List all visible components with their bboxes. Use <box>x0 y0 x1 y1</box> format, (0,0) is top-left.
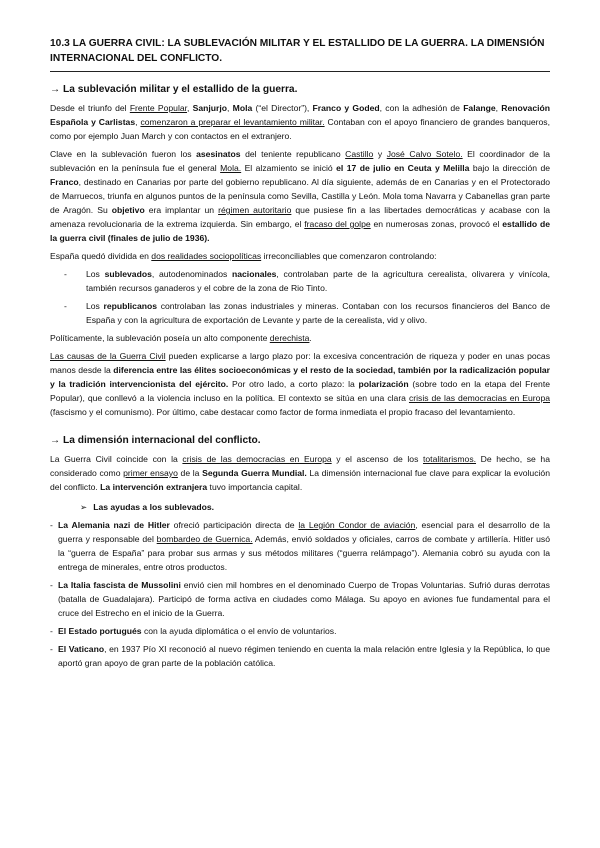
bold-run: El Vaticano <box>58 644 105 654</box>
bold-run: La Alemania nazi de Hitler <box>58 520 170 530</box>
text-run: , esencial para el desarrollo de la guerra y responsable del <box>58 520 550 544</box>
bold-run: nacionales <box>232 269 277 279</box>
text-run: La Guerra Civil coincide con la <box>50 454 183 464</box>
bold-run: Segunda Guerra Mundial. <box>202 468 307 478</box>
underlined-run: crisis de las democracias en Europa <box>182 454 332 464</box>
dash-bullet-icon: - <box>50 520 53 530</box>
dash-bullet-icon: - <box>50 626 53 636</box>
text-run: Contaban con el apoyo financiero de grandes banqueros, como por ejemplo Juan March y con contactos en el extranjero. <box>50 117 550 141</box>
list-item <box>50 299 550 327</box>
bold-run: El Estado portugués <box>58 626 142 636</box>
bold-run: diferencia entre las élites socioeconómicas y el resto de la sociedad, también por la radicalización popular y la tradición intervencionista del ejército. <box>50 365 551 389</box>
text-run: en numerosas zonas, provocó el <box>370 219 503 229</box>
text-run: (“el Director”), <box>252 103 313 113</box>
underlined-run: José Calvo Sotelo. <box>386 149 463 159</box>
text-run: y el ascenso de los <box>331 454 424 464</box>
section-heading-text: La sublevación militar y el estallido de la guerra. <box>63 84 298 95</box>
text-run: El coordinador de la sublevación en la península fue el general <box>50 149 550 173</box>
text-run: pueden explicarse a largo plazo por: la excesiva concentración de riqueza y poder en unas pocas manos desde la <box>50 351 550 375</box>
text-run: con la ayuda diplomática o el envío de voluntarios. <box>141 626 337 636</box>
text-run: , <box>135 117 141 127</box>
bold-run: polarización <box>358 379 409 389</box>
text-run: . <box>309 333 312 343</box>
text-run: De hecho, se ha considerado como <box>50 454 550 478</box>
underlined-run: la Legión Condor de aviación <box>298 520 416 530</box>
underlined-run: Frente Popular <box>129 103 188 113</box>
text-run: Políticamente, la sublevación poseía un alto componente <box>50 333 270 343</box>
arrow-right-icon: → <box>50 84 61 95</box>
underlined-run: totalitarismos. <box>423 454 477 464</box>
text-run: Clave en la sublevación fueron los <box>50 149 197 159</box>
paragraph-sublevacion <box>50 147 550 245</box>
bold-run: estallido de la guerra civil (finales de julio de 1936). <box>50 219 551 243</box>
paragraph-preparacion <box>50 101 550 143</box>
bold-run: sublevados <box>104 269 152 279</box>
text-run: El alzamiento se inició <box>241 163 337 173</box>
text-run: , con la adhesión de <box>379 103 464 113</box>
arrow-right-icon: → <box>50 435 61 446</box>
text-run: Por otro lado, a corto plazo: la <box>228 379 359 389</box>
arrowhead-bullet-icon: ➢ <box>80 502 88 512</box>
list-item <box>50 642 550 670</box>
text-run: , destinado en Canarias por parte del gobierno republicano. Al día siguiente, además de en Canarias y en el Protectorado de Marruecos, triunfa en algunos puntos de la península como Sevilla, Castilla y León. Mola toma Navarra y Cabanellas gran parte de Aragón. Su <box>50 177 550 215</box>
underlined-run: Las causas de la Guerra Civil <box>50 351 166 361</box>
paragraph-politica <box>50 331 550 345</box>
underlined-run: crisis de las democracias en Europa <box>408 393 550 403</box>
underlined-run: fracaso del golpe <box>304 219 371 229</box>
text-run: , <box>227 103 233 113</box>
text-run: , controlaban parte de la agricultura cerealista, olivarera y vinícola, también recursos ganaderos y el cobre de la zona de Rio Tinto. <box>86 269 550 293</box>
bandos-list <box>50 267 550 327</box>
bold-run: Sanjurjo <box>192 103 228 113</box>
text-run: La dimensión internacional fue clave para explicar la evolución del conflicto. <box>50 468 550 492</box>
paragraph-contexto-internacional <box>50 452 550 494</box>
text-run: , en 1937 Pío XI reconoció al nuevo régimen teniendo en cuenta la mala relación entre Iglesia y la República, lo que aportó gran apoyo de gran parte de la población católica. <box>58 644 550 668</box>
paragraph-causas <box>50 349 550 419</box>
section-heading-internacional <box>50 433 550 448</box>
underlined-run: Mola. <box>220 163 242 173</box>
text-run: del teniente republicano <box>240 149 346 159</box>
bold-run: La Italia fascista de Mussolini <box>58 580 181 590</box>
bold-run: asesinatos <box>196 149 241 159</box>
ayudas-list <box>50 518 550 670</box>
underlined-run: derechista <box>269 333 310 343</box>
list-item <box>50 624 550 638</box>
document-page <box>50 36 550 674</box>
underlined-run: primer ensayo <box>123 468 178 478</box>
text-run: , autodenominados <box>151 269 232 279</box>
bold-run: el 17 de julio en Ceuta y Melilla <box>336 163 470 173</box>
dash-bullet-icon: - <box>64 269 67 279</box>
dash-bullet-icon: - <box>64 301 67 311</box>
text-run: ofreció participación directa de <box>169 520 299 530</box>
bold-run: Mola <box>232 103 253 113</box>
text-run: irreconciliables que comenzaron controlando: <box>261 251 437 261</box>
text-run: Además, envió soldados y oficiales, carros de combate y artillería. Hitler usó la “guerra de España” para probar sus armas y sus métodos militares (“guerra relámpago”). Alemania cobró su ayuda con la entrega de minerales, entre otros productos. <box>58 534 550 572</box>
underlined-run: régimen autoritario <box>218 205 292 215</box>
underlined-run: bombardeo de Guernica. <box>156 534 253 544</box>
underlined-run: Castillo <box>345 149 374 159</box>
section-heading-text: La dimensión internacional del conflicto. <box>63 435 261 446</box>
text-run: y <box>373 149 387 159</box>
text-run: tuvo importancia capital. <box>207 482 303 492</box>
text-run: Los <box>86 301 104 311</box>
text-run: (sobre todo en la etapa del Frente Popular), que conllevó a la violencia incluso en la política. El contexto se sitúa en una clara <box>50 379 551 403</box>
dash-bullet-icon: - <box>50 580 53 590</box>
text-run: Los <box>86 269 105 279</box>
paragraph-division <box>50 249 550 263</box>
text-run: envió cien mil hombres en el denominado Cuerpo de Tropas Voluntarias. Sufrió duras derrotas (batalla de Guadalajara). Participó de forma activa en ciudades como Málaga. Su apoyo en aviones fue fundamental para el cruce del Estrecho en el inicio de la Guerra. <box>58 580 550 618</box>
bold-run: Falange <box>463 103 496 113</box>
bold-run: Renovación Española y Carlistas <box>50 103 551 127</box>
text-run: , <box>495 103 502 113</box>
bold-run: Franco y Goded <box>312 103 380 113</box>
underlined-run: comenzaron a preparar el levantamiento militar. <box>140 117 325 127</box>
bold-run: La intervención extranjera <box>100 482 208 492</box>
underlined-run: dos realidades sociopolíticas <box>151 251 262 261</box>
text-run: controlaban las zonas industriales y mineras. Contaban con los recursos financieros del Banco de España y con la agricultura de exportación de Levante y parte de la cerealista, vid y olivo. <box>86 301 550 325</box>
section-heading-sublevacion <box>50 82 550 97</box>
text-run: , <box>187 103 193 113</box>
bold-run: Franco <box>50 177 79 187</box>
text-run: de la <box>177 468 203 478</box>
text-run: España quedó dividida en <box>50 251 152 261</box>
bold-run: republicanos <box>103 301 158 311</box>
bold-run: objetivo <box>111 205 145 215</box>
subheading-text: Las ayudas a los sublevados. <box>93 502 215 512</box>
text-run: (fascismo y el comunismo). Por último, cabe destacar como factor de forma inmediata el propio fracaso del levantamiento. <box>50 407 516 417</box>
list-item <box>50 267 550 295</box>
text-run: Desde el triunfo del <box>50 103 130 113</box>
document-title: 10.3 LA GUERRA CIVIL: LA SUBLEVACIÓN MILITAR Y EL ESTALLIDO DE LA GUERRA. LA DIMENSIÓN INTERNACIONAL DEL CONFLICTO. <box>50 36 550 72</box>
text-run: que pusiese fin a las libertades democráticas y acabase con la amenaza revolucionaria de la extrema izquierda. Sin embargo, el <box>50 205 551 229</box>
subheading-ayudas <box>80 500 550 514</box>
list-item <box>50 578 550 620</box>
text-run: bajo la dirección de <box>469 163 550 173</box>
dash-bullet-icon: - <box>50 644 53 654</box>
text-run: era implantar un <box>144 205 219 215</box>
list-item <box>50 518 550 574</box>
